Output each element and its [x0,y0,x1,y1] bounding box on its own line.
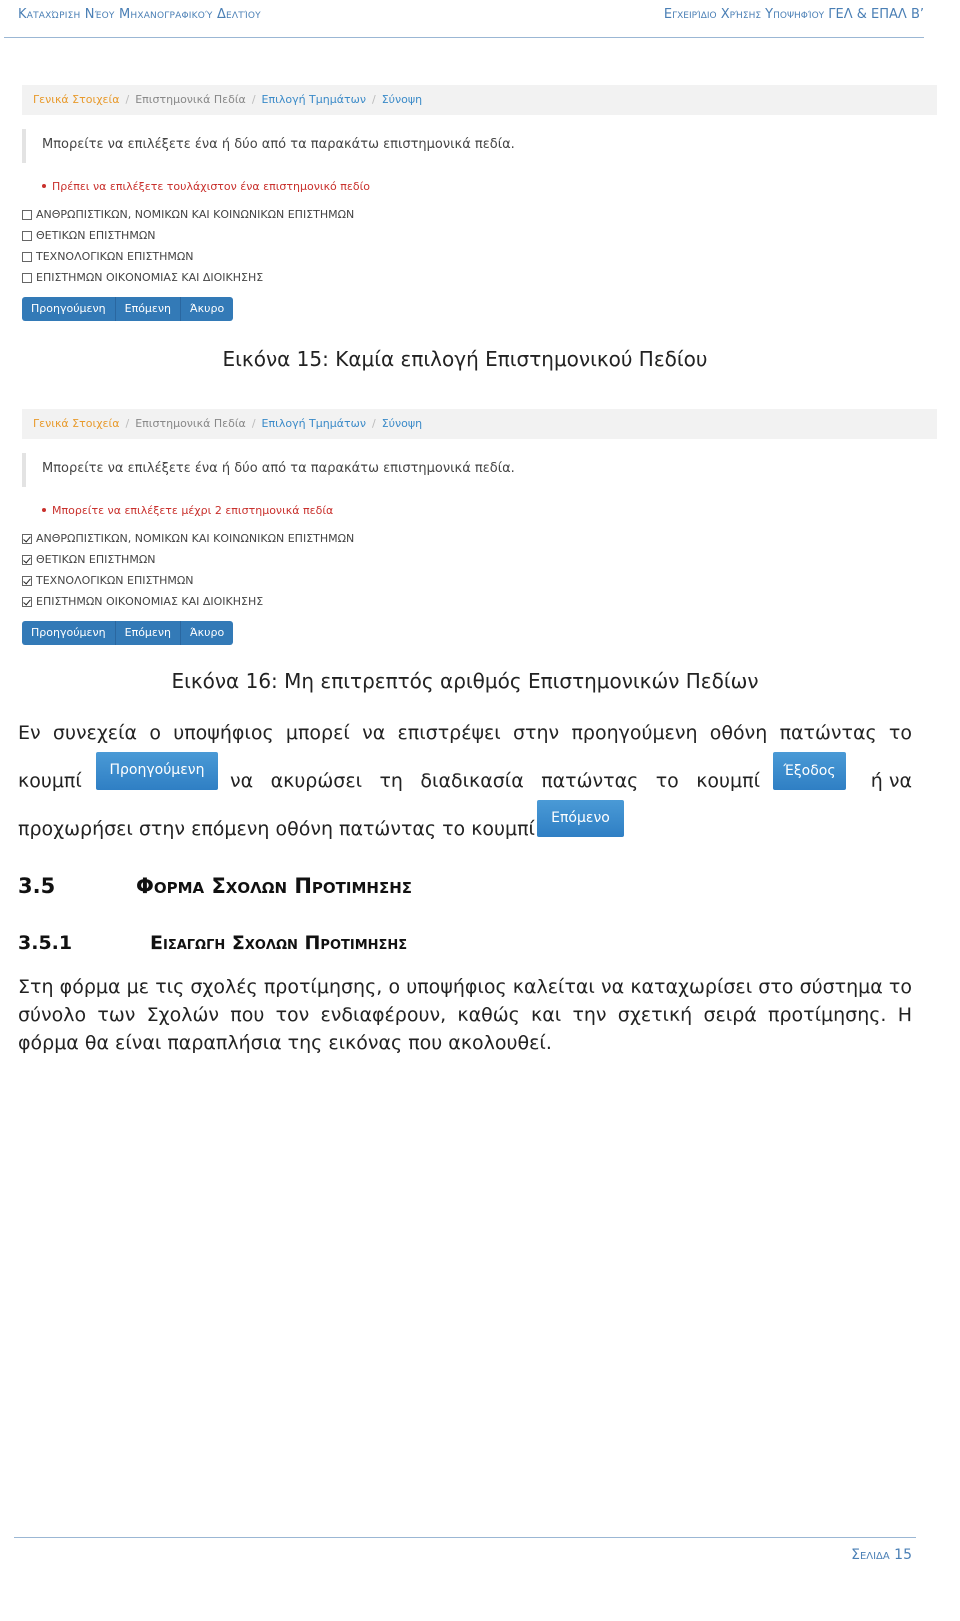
header-document-title: Καταχώριση Νέου Μηχανογραφικού Δελτίου [18,7,261,22]
figure-15-screenshot [22,85,937,330]
breadcrumb-item-general[interactable]: Γενικά Στοιχεία [33,417,120,430]
nav-paragraph-line-3: προχωρήσει στην επόμενη οθόνη πατώντας το κουμπί [18,818,535,840]
error-text: Πρέπει να επιλέξετε τουλάχιστον ένα επιστημονικό πεδίο [52,180,371,193]
figure-16-caption: Εικόνα 16: Μη επιτρεπτός αριθμός Επιστημονικών Πεδίων [171,669,759,693]
checkbox[interactable] [22,252,32,262]
field-label: ΑΝΘΡΩΠΙΣΤΙΚΩΝ, ΝΟΜΙΚΩΝ ΚΑΙ ΚΟΙΝΩΝΙΚΩΝ ΕΠΙΣΤΗΜΩΝ [36,208,355,221]
breadcrumb-item-general[interactable]: Γενικά Στοιχεία [33,93,120,106]
form-button-group [22,621,233,645]
field-label: ΘΕΤΙΚΩΝ ΕΠΙΣΤΗΜΩΝ [36,229,156,242]
previous-button[interactable]: Προηγούμενη [22,297,116,321]
field-option[interactable] [22,267,354,288]
breadcrumb-item-summary[interactable]: Σύνοψη [381,417,423,430]
field-option[interactable] [22,570,354,591]
validation-error [42,180,370,193]
field-label: ΤΕΧΝΟΛΟΓΙΚΩΝ ΕΠΙΣΤΗΜΩΝ [36,574,194,587]
page-number: Σελιδα 15 [851,1547,912,1563]
inline-next-button[interactable]: Επόμενο [537,800,624,837]
header-rule [4,37,924,38]
checkbox[interactable] [22,273,32,283]
subsection-number: 3.5.1 [18,932,73,954]
form-button-group [22,297,233,321]
inline-previous-button[interactable]: Προηγούμενη [96,752,218,790]
field-option[interactable] [22,549,354,570]
next-button[interactable]: Επόμενη [116,297,181,321]
field-option[interactable] [22,246,354,267]
error-bullet-icon [42,508,46,512]
cancel-button[interactable]: Άκυρο [181,621,233,645]
error-bullet-icon [42,184,46,188]
section-heading [18,874,412,898]
cancel-button[interactable]: Άκυρο [181,297,233,321]
breadcrumb: Γενικά Στοιχεία / Επιστημονικά Πεδία / Επιλογή Τμημάτων / Σύνοψη [22,409,937,439]
checkbox[interactable] [22,210,32,220]
field-option[interactable] [22,528,354,549]
header-manual-title: Εγχειρίδιο Χρήσης Υποψηφίου ΓΕΛ & ΕΠΑΛ Β’ [663,7,924,22]
breadcrumb-item-departments[interactable]: Επιλογή Τμημάτων [261,93,366,106]
nav-text-or: ή να [870,770,912,792]
checkbox-checked[interactable] [22,576,32,586]
subsection-heading [18,932,407,954]
info-alert [22,453,941,487]
checkbox-checked[interactable] [22,597,32,607]
section-number: 3.5 [18,874,56,898]
info-alert [22,129,941,163]
next-button[interactable]: Επόμενη [116,621,181,645]
subsection-title: Εισαγωγη Σχολων Προτιμησης [150,932,408,954]
checkbox[interactable] [22,231,32,241]
previous-button[interactable]: Προηγούμενη [22,621,116,645]
info-text: Μπορείτε να επιλέξετε ένα ή δύο από τα παρακάτω επιστημονικά πεδία. [42,461,515,476]
field-option[interactable] [22,225,354,246]
error-text: Μπορείτε να επιλέξετε μέχρι 2 επιστημονικά πεδία [52,504,334,517]
field-option[interactable] [22,591,354,612]
section-title: Φορμα Σχολων Προτιμησης [136,874,412,898]
inline-exit-button[interactable]: Έξοδος [773,752,846,790]
checkbox-checked[interactable] [22,534,32,544]
field-label: ΤΕΧΝΟΛΟΓΙΚΩΝ ΕΠΙΣΤΗΜΩΝ [36,250,194,263]
field-checkbox-list [22,528,354,612]
breadcrumb: Γενικά Στοιχεία / Επιστημονικά Πεδία / Επιλογή Τμημάτων / Σύνοψη [22,85,937,115]
figure-15-caption: Εικόνα 15: Καμία επιλογή Επιστημονικού Πεδίου [222,347,708,371]
page-header [0,0,960,40]
field-checkbox-list [22,204,354,288]
nav-text-cancel-phrase: να ακυρώσει τη διαδικασία πατώντας το κουμπί [230,770,760,792]
figure-16-screenshot [22,409,937,654]
breadcrumb-item-fields[interactable]: Επιστημονικά Πεδία [135,93,246,106]
body-paragraph: Στη φόρμα με τις σχολές προτίμησης, ο υποψήφιος καλείται να καταχωρίσει στο σύστημα το σύνολο των Σχολών που τον ενδιαφέρουν, καθώς και την σχετική σειρά προτίμησης. Η φόρμα θα είναι παραπλήσια της εικόνας που ακολουθεί. [18,976,912,1054]
nav-text-button-word: κουμπί [18,770,82,792]
checkbox-checked[interactable] [22,555,32,565]
field-label: ΕΠΙΣΤΗΜΩΝ ΟΙΚΟΝΟΜΙΑΣ ΚΑΙ ΔΙΟΙΚΗΣΗΣ [36,595,264,608]
field-label: ΘΕΤΙΚΩΝ ΕΠΙΣΤΗΜΩΝ [36,553,156,566]
info-text: Μπορείτε να επιλέξετε ένα ή δύο από τα παρακάτω επιστημονικά πεδία. [42,137,515,152]
validation-error [42,504,333,517]
field-label: ΑΝΘΡΩΠΙΣΤΙΚΩΝ, ΝΟΜΙΚΩΝ ΚΑΙ ΚΟΙΝΩΝΙΚΩΝ ΕΠΙΣΤΗΜΩΝ [36,532,355,545]
breadcrumb-item-summary[interactable]: Σύνοψη [381,93,423,106]
field-option[interactable] [22,204,354,225]
breadcrumb-item-departments[interactable]: Επιλογή Τμημάτων [261,417,366,430]
field-label: ΕΠΙΣΤΗΜΩΝ ΟΙΚΟΝΟΜΙΑΣ ΚΑΙ ΔΙΟΙΚΗΣΗΣ [36,271,264,284]
nav-paragraph-line-1: Εν συνεχεία ο υποψήφιος μπορεί να επιστρέψει στην προηγούμενη οθόνη πατώντας το [18,722,912,744]
breadcrumb-item-fields[interactable]: Επιστημονικά Πεδία [135,417,246,430]
footer-rule [14,1537,916,1538]
